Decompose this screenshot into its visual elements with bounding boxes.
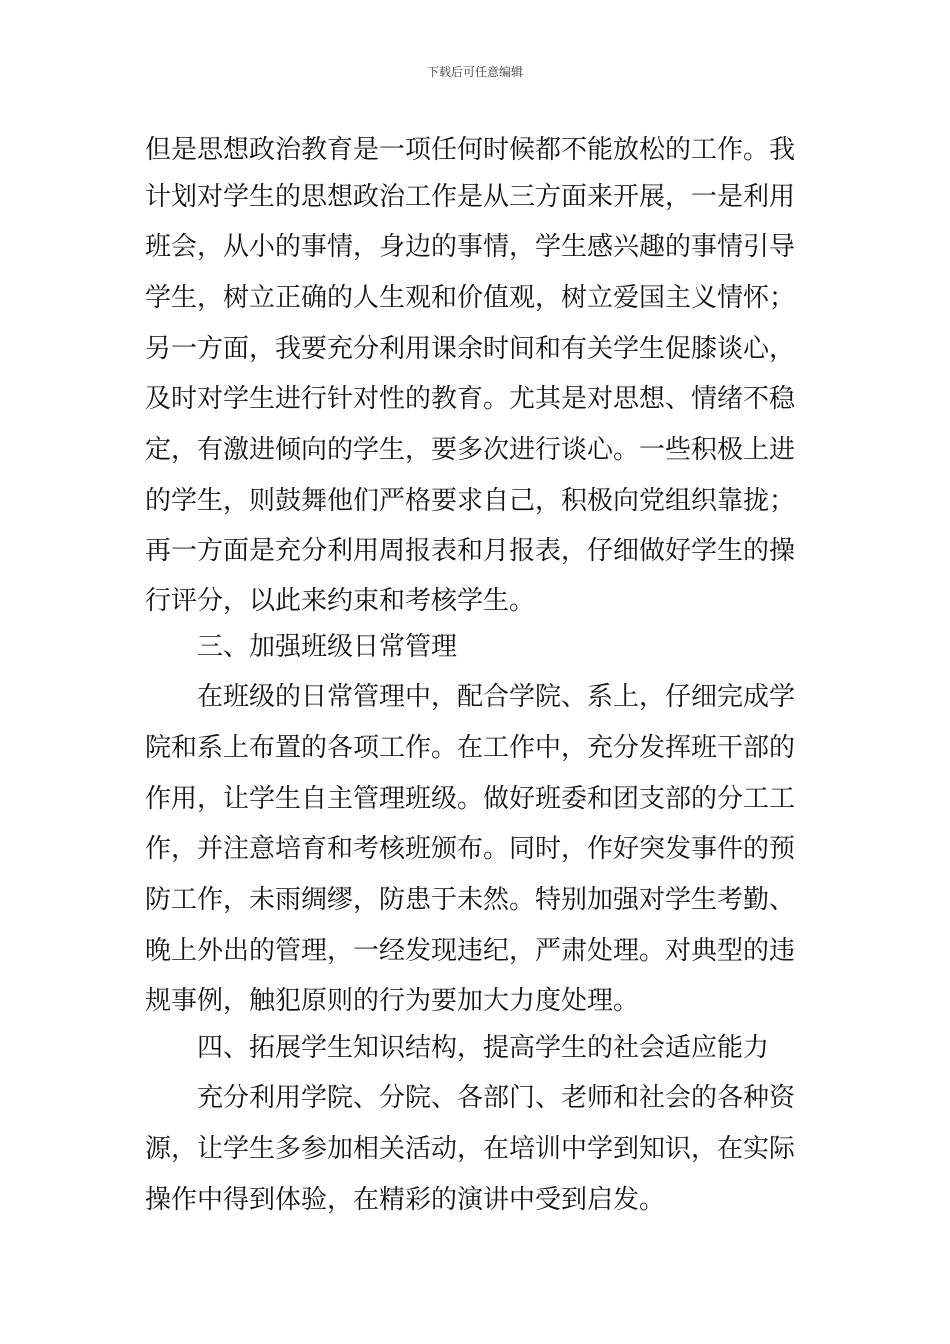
body-text-line: 规事例，触犯原则的行为要加大力度处理。 xyxy=(145,986,640,1016)
body-text-line: 防工作，未雨绸缪，防患于未然。特别加强对学生考勤、 xyxy=(145,885,796,915)
body-text-line: 作用，让学生自主管理班级。做好班委和团支部的分工工 xyxy=(145,784,796,814)
page-header-caption: 下载后可任意编辑 xyxy=(426,65,523,79)
body-text-line: 但是思想政治教育是一项任何时候都不能放松的工作。我 xyxy=(145,135,796,165)
body-text-line: 定，有激进倾向的学生，要多次进行谈心。一些积极上进 xyxy=(145,435,796,465)
section-heading-3: 三、加强班级日常管理 xyxy=(197,632,458,662)
body-text-line: 及时对学生进行针对性的教育。尤其是对思想、情绪不稳 xyxy=(145,384,796,414)
body-text-line: 操作中得到体验，在精彩的演讲中受到启发。 xyxy=(145,1185,666,1215)
body-text-line: 在班级的日常管理中，配合学院、系上，仔细完成学 xyxy=(197,682,796,712)
body-text-line: 班会，从小的事情，身边的事情，学生感兴趣的事情引导 xyxy=(145,232,796,262)
body-text-line: 源，让学生多参加相关活动，在培训中学到知识，在实际 xyxy=(145,1134,796,1164)
body-text-line: 另一方面，我要充分利用课余时间和有关学生促膝谈心， xyxy=(145,334,796,364)
body-text-line: 再一方面是充分利用周报表和月报表，仔细做好学生的操 xyxy=(145,536,796,566)
section-heading-4: 四、拓展学生知识结构，提高学生的社会适应能力 xyxy=(197,1033,770,1063)
body-text-line: 学生，树立正确的人生观和价值观，树立爱国主义情怀； xyxy=(145,283,796,313)
body-text-line: 充分利用学院、分院、各部门、老师和社会的各种资 xyxy=(197,1083,796,1113)
body-text-line: 晚上外出的管理，一经发现违纪，严肃处理。对典型的违 xyxy=(145,936,796,966)
body-text-line: 作，并注意培育和考核班颁布。同时，作好突发事件的预 xyxy=(145,834,796,864)
body-text-line: 院和系上布置的各项工作。在工作中，充分发挥班干部的 xyxy=(145,733,796,763)
body-text-line: 的学生，则鼓舞他们严格要求自己，积极向党组织靠拢； xyxy=(145,486,796,516)
body-text-line: 行评分，以此来约束和考核学生。 xyxy=(145,586,536,616)
body-text-line: 计划对学生的思想政治工作是从三方面来开展，一是利用 xyxy=(145,182,796,212)
